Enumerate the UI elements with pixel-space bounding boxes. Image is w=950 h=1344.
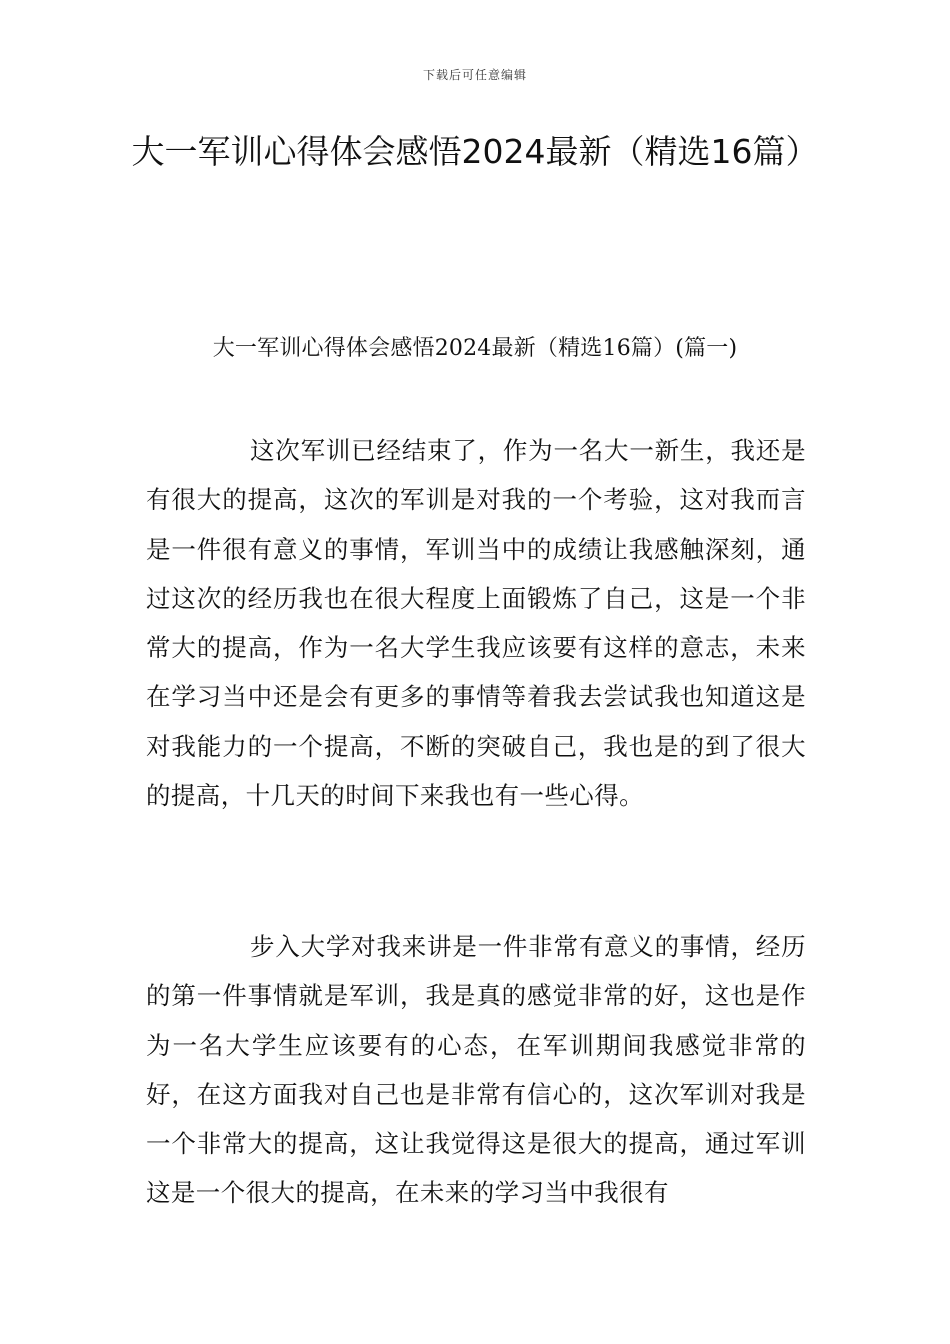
paragraph-block-2 [146,922,806,1218]
paragraph-block-1 [146,426,806,820]
header-note: 下载后可任意编辑 [422,68,527,82]
section-heading: 大一军训心得体会感悟2024最新（精选16篇）(篇一) [212,336,738,361]
body-paragraph: 这次军训已经结束了，作为一名大一新生，我还是有很大的提高，这次的军训是对我的一个考验，这对我而言是一件很有意义的事情，军训当中的成绩让我感触深刻，通过这次的经历我也在很大程度上面锻炼了自己，这是一个非常大的提高，作为一名大学生我应该要有这样的意志，未来在学习当中还是会有更多的事情等着我去尝试我也知道这是对我能力的一个提高，不断的突破自己，我也是的到了很大的提高，十几天的时间下来我也有一些心得。 [146,436,806,811]
document-title: 大一军训心得体会感悟2024最新（精选16篇） [131,132,819,171]
body-paragraph: 步入大学对我来讲是一件非常有意义的事情，经历的第一件事情就是军训，我是真的感觉非常的好，这也是作为一名大学生应该要有的心态，在军训期间我感觉非常的好，在这方面我对自己也是非常有信心的，这次军训对我是一个非常大的提高，这让我觉得这是很大的提高，通过军训这是一个很大的提高，在未来的学习当中我很有 [146,932,806,1208]
